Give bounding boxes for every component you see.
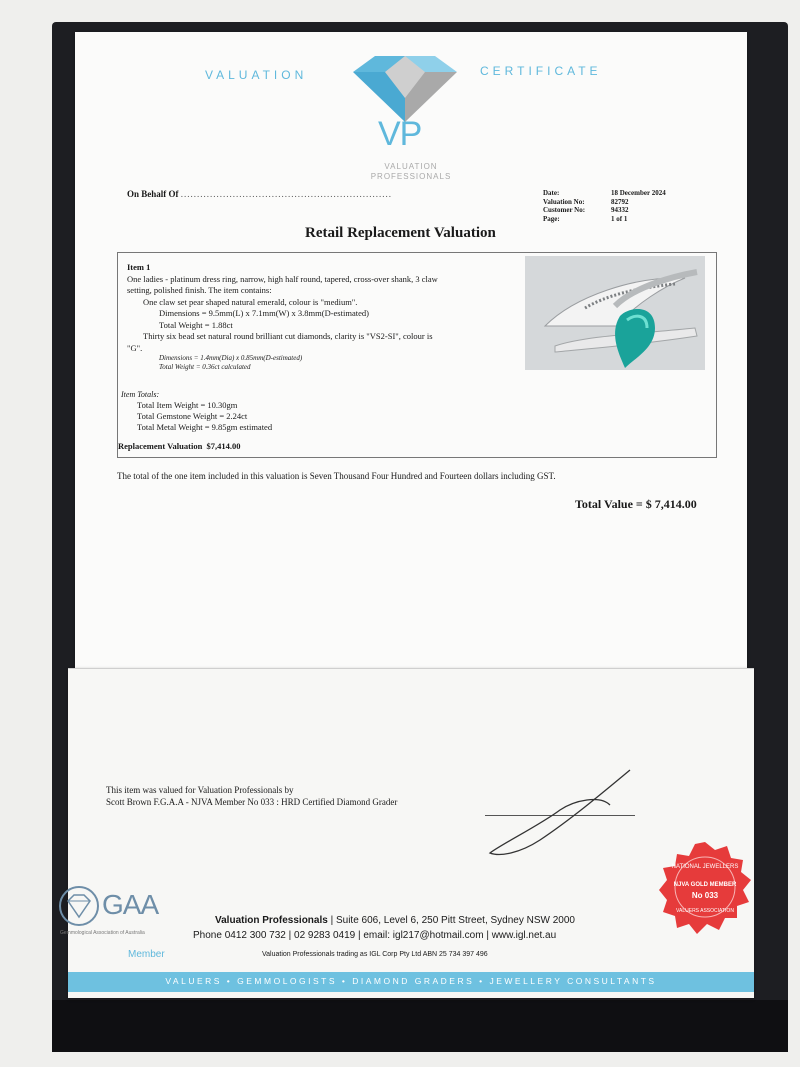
meta-key: Date: xyxy=(543,189,560,197)
meta-row xyxy=(543,198,666,207)
replacement-valuation xyxy=(118,441,241,451)
logo-subtitle xyxy=(356,162,466,182)
header-certificate-word: CERTIFICATE xyxy=(480,64,602,78)
item-totals xyxy=(121,389,421,433)
footer-address-text: | Suite 606, Level 6, 250 Pitt Street, Sydney NSW 2000 xyxy=(327,915,575,926)
stone-2-dimensions: Dimensions = 1.4mm(Dia) x 0.85mm(D-estimated) xyxy=(159,354,303,362)
stone-1-desc: One claw set pear shaped natural emerald, colour is "medium". xyxy=(143,296,358,307)
stone-1-weight: Total Weight = 1.88ct xyxy=(159,319,233,330)
signature-icon xyxy=(480,765,640,860)
signer-line-2: Scott Brown F.G.A.A - NJVA Member No 033 : HRD Certified Diamond Grader xyxy=(106,797,398,807)
seal-number: No 033 xyxy=(691,891,719,900)
total-value: Total Value = $ 7,414.00 xyxy=(575,497,697,511)
signer-block xyxy=(106,784,397,808)
footer-company: Valuation Professionals xyxy=(215,915,328,926)
stone-2-desc: Thirty six bead set natural round brilliant cut diamonds, clarity is "VS2-SI", colour is xyxy=(143,331,433,341)
document-title: Retail Replacement Valuation xyxy=(305,225,496,241)
seal-top-text: NATIONAL JEWELLERS xyxy=(671,864,739,870)
certificate-page-bottom xyxy=(68,668,754,998)
gaa-logo-text: GAA xyxy=(102,889,159,920)
gaa-subtitle: Gemmological Association of Australia xyxy=(60,930,145,936)
gaa-member: Member xyxy=(128,949,165,960)
signer-line-1: This item was valued for Valuation Professionals by xyxy=(106,785,294,795)
footer-trading: Valuation Professionals trading as IGL Corp Pty Ltd ABN 25 734 397 496 xyxy=(262,951,488,958)
meta-value: 82792 xyxy=(611,197,629,206)
meta-row xyxy=(543,215,666,224)
meta-key: Page: xyxy=(543,214,560,223)
stone-1-dimensions: Dimensions = 9.5mm(L) x 7.1mm(W) x 3.8mm(D-estimated) xyxy=(159,308,369,318)
total-metal-weight: Total Metal Weight = 9.85gm estimated xyxy=(137,422,273,432)
seal-mid-text: NJVA GOLD MEMBER xyxy=(673,882,737,888)
logo-subtitle-line2: PROFESSIONALS xyxy=(370,172,452,181)
njva-seal-icon xyxy=(655,840,755,950)
meta-value: 1 of 1 xyxy=(611,214,628,223)
folder-edge xyxy=(52,1000,788,1052)
header-valuation-word: VALUATION xyxy=(205,68,308,82)
diamond-logo-icon xyxy=(345,52,465,124)
seal-bottom-text: VALUERS ASSOCIATION xyxy=(676,908,734,914)
stone-2-desc-cont: "G". xyxy=(127,342,143,353)
fold-line xyxy=(68,668,754,669)
item-desc-line: One ladies - platinum dress ring, narrow, high half round, tapered, cross-over shank, 3 claw xyxy=(127,273,438,284)
footer-banner-text: VALUERS • GEMMOLOGISTS • DIAMOND GRADERS • JEWELLERY CONSULTANTS xyxy=(165,976,657,986)
meta-key: Valuation No: xyxy=(543,197,585,206)
on-behalf-of xyxy=(127,189,392,199)
on-behalf-dots: ................................................................. xyxy=(180,189,393,199)
footer-address xyxy=(215,915,575,926)
ring-photo xyxy=(525,256,705,370)
item-heading: Item 1 xyxy=(127,262,151,272)
meta-row xyxy=(543,189,666,198)
item-description xyxy=(127,262,522,372)
replacement-label: Replacement Valuation xyxy=(118,441,203,451)
on-behalf-label: On Behalf Of xyxy=(127,189,179,199)
meta-key: Customer No: xyxy=(543,206,586,214)
total-gemstone-weight: Total Gemstone Weight = 2.24ct xyxy=(137,411,248,421)
gaa-diamond-icon xyxy=(58,885,100,927)
footer-banner xyxy=(68,972,754,992)
meta-value: 94332 xyxy=(611,206,629,214)
logo-subtitle-line1: VALUATION xyxy=(384,162,438,171)
meta-block xyxy=(543,189,666,223)
total-item-weight: Total Item Weight = 10.30gm xyxy=(137,400,238,410)
meta-row xyxy=(543,206,666,215)
item-totals-label: Item Totals: xyxy=(121,390,160,399)
item-desc-line: setting, polished finish. The item contains: xyxy=(127,285,272,295)
stone-2-weight: Total Weight = 0.36ct calculated xyxy=(159,363,251,371)
replacement-value: $7,414.00 xyxy=(206,441,241,451)
logo-letters: VP xyxy=(378,115,422,153)
footer-contact: Phone 0412 300 732 | 02 9283 0419 | email: igl217@hotmail.com | www.igl.net.au xyxy=(193,930,557,941)
total-sentence: The total of the one item included in this valuation is Seven Thousand Four Hundred and Fourteen dollars including GST. xyxy=(117,471,556,481)
meta-value: 18 December 2024 xyxy=(611,189,666,197)
